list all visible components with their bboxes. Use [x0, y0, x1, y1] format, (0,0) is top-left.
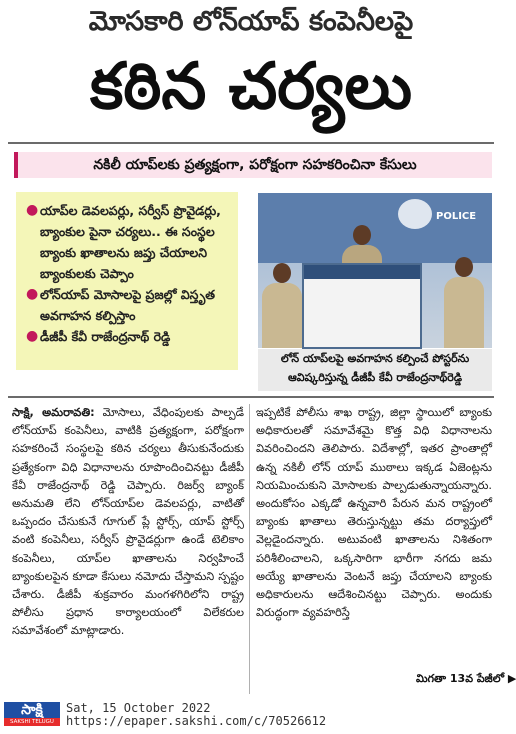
caption-line: లోన్ యాప్‌లపై అవగాహన కల్పించే పోస్టర్‌ను	[280, 352, 470, 365]
sakshi-logo	[4, 702, 60, 733]
bullet-icon: ●	[26, 286, 39, 302]
column-text: మోసాలు, వేధింపులకు పాల్పడే లోన్‌యాప్ కంపెనీలు, వాటికి ప్రత్యక్షంగా, పరోక్షంగా సహకరించే సంస్థలపై కఠిన చర్యలు తీసుకునేందుకు ప్రత్యేకంగా విధి విధానాలను రూపొందించినట్టు డీజీపీ కేవీ రాజేంద్రనాథ్ రెడ్డి చెప్పారు. రిజర్వ్ బ్యాంక్ అనుమతి లేని లోన్‌యాప్‌ల డెవలపర్లు, వాటితో ఒప్పందం చేసుకునే గూగుల్ ప్లే స్టోర్స్, యాప్ స్టోర్స్ వంటి కంపెనీలు, సర్వీస్ ప్రొవైడర్లుగా ఉండే టెలికాం కంపెనీలు, యాప్‌ల ఖాతాలను నిర్వహించే బ్యాంకులపైన కూడా కేసులు నమోదు చేస్తామని స్పష్టం చేశారు. డీజీపీ శుక్రవారం మంగళగిరిలోని రాష్ట్ర పోలీసు ప్రధాన కార్యాలయంలో విలేకరుల సమావేశంలో మాట్లాడారు.	[12, 406, 244, 638]
dateline: సాక్షి, అమరావతి:	[12, 406, 95, 419]
police-emblem-icon	[398, 199, 432, 229]
highlights-box	[16, 192, 238, 370]
logo-wordmark: సాక్షి	[21, 702, 43, 718]
highlight-item	[26, 200, 230, 284]
article-column-1	[12, 404, 244, 641]
article-column-2	[256, 404, 492, 622]
bullet-icon: ●	[26, 328, 39, 344]
highlight-text: యాప్‌ల డెవలపర్లు, సర్వీస్ ప్రొవైడర్లు, బ్యాంకుల పైనా చర్యలు.. ఈ సంస్థల బ్యాంకు ఖాతాలను జప్తు చేయాలని బ్యాంకులకు చెప్పాం	[40, 203, 221, 281]
continued-note: మిగతా 13వ పేజీలో ▶	[416, 672, 516, 685]
column-divider	[249, 404, 250, 694]
divider-rule	[8, 396, 494, 398]
epaper-link[interactable]: https://epaper.sakshi.com/c/70526612	[66, 714, 327, 728]
bullet-icon: ●	[26, 202, 39, 218]
police-banner-text: POLICE	[436, 211, 477, 222]
highlight-item	[26, 326, 230, 347]
logo-subtitle: SAKSHI TELUGU DAILY	[4, 718, 60, 726]
edition-date: Sat, 15 October 2022	[66, 701, 211, 715]
caption-line: ఆవిష్కరిస్తున్న డీజీపీ కేవీ రాజేంద్రనాథ్‌రెడ్డి	[288, 371, 462, 384]
photo-caption	[258, 349, 492, 391]
highlight-text: లోన్‌యాప్ మోసాలపై ప్రజల్లో విస్తృత అవగాహన కల్పిస్తాం	[40, 287, 215, 323]
sub-headline-strap: నకిలీ యాప్‌లకు ప్రత్యక్షంగా, పరోక్షంగా సహకరించినా కేసులు	[14, 152, 492, 178]
divider-rule	[8, 142, 494, 144]
kicker-headline: మోసకారి లోన్‌యాప్ కంపెనీలపై	[88, 6, 414, 37]
footer	[0, 700, 502, 733]
highlight-text: డీజీపీ కేవీ రాజేంద్రనాథ్ రెడ్డి	[40, 329, 171, 344]
officer-figure	[444, 277, 484, 348]
awareness-poster	[302, 263, 422, 349]
column-text: ఇప్పటికే పోలీసు శాఖ రాష్ట్ర, జిల్లా స్థాయిలో బ్యాంకు అధికారులతో సమావేశమై కొత్త విధి విధానాలను వివరించిందని తెలిపారు. విదేశాల్లో, ఇతర ప్రాంతాల్లో ఉన్న నకిలీ లోన్ యాప్ ముఠాలు ఇక్కడ ఏజెంట్లను నియమించుకుని మోసాలకు పాల్పడుతున్నాయన్నారు. అందుకోసం ఎక్కడో ఉన్నవారి పేరున మన రాష్ట్రంలో బ్యాంకు ఖాతాలు తెరుస్తున్నట్టు తమ దర్యాప్తులో వెల్లడైందన్నారు. అటువంటి ఖాతాలను నిశితంగా పరిశీలించాలని, ఒక్కసారిగా భారీగా నగదు జమ అయ్యే ఖాతాలను వెంటనే జప్తు చేయాలని బ్యాంకు అధికారులను ఆదేశించినట్టు చెప్పారు. అందుకు విరుద్ధంగా వ్యవహరిస్తే	[256, 406, 492, 620]
officer-figure	[262, 283, 302, 348]
press-conference-photo	[258, 193, 492, 348]
highlight-item	[26, 284, 230, 326]
main-headline: కఠిన చర్యలు	[90, 49, 412, 124]
